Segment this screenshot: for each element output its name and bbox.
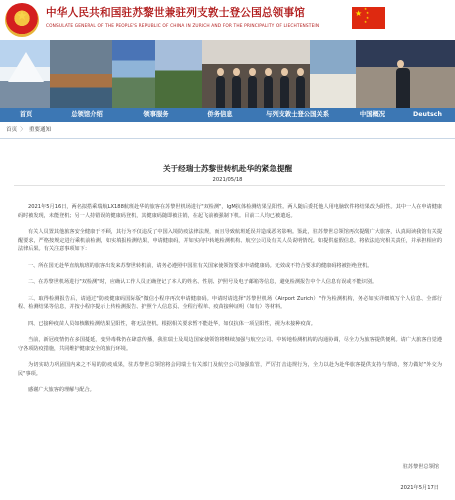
banner-photo-group: [202, 40, 310, 108]
banner-photo-mountain: [0, 40, 50, 108]
main-nav: [0, 108, 455, 122]
nav-item-home[interactable]: 首页: [19, 111, 33, 118]
banner-photo-bridge: [50, 40, 112, 108]
site-subtitle: CONSULATE GENERAL OF THE PEOPLE'S REPUBLIC OF CHINA IN ZURICH AND FOR THE PRINCIPALITY OF LIECHTENSTEIN: [46, 24, 320, 29]
breadcrumb-separator: 〉: [20, 127, 26, 133]
article-date: 2021/05/18: [212, 177, 243, 183]
nav-item-consulate-intro[interactable]: 总领馆介绍: [71, 111, 103, 118]
banner-person: [232, 76, 241, 108]
article-title: 关于经瑞士苏黎世转机赴华的紧急提醒: [162, 164, 293, 173]
article-signature: 驻苏黎世总领馆: [402, 464, 439, 470]
breadcrumb-home[interactable]: 首页: [6, 127, 18, 133]
article-paragraph: 四、已接种疫苗人员如核酸检测结果呈阳性，将无法登机。根据相关要求暂不能赴华，如仅抗体一项呈阳性，视为未接种疫苗。: [28, 320, 316, 327]
banner-photo-landscape: [155, 40, 202, 108]
article-paragraph: 二、在苏黎世机场进行"双检测"时，应确认工作人员正确登记了本人的姓名、性别、护照号及电子邮箱等信息，避免检测报告中个人信息有误或不能识别。: [28, 279, 378, 285]
nav-item-consular-services[interactable]: 领事服务: [143, 111, 169, 118]
banner-photo-lake: [112, 40, 155, 108]
breadcrumb: [6, 125, 51, 135]
flag-big-star-icon: ★: [355, 9, 363, 18]
article-paragraph: 一、所在国无赴华直航航班的旅客出发来苏黎世转机前，请务必遵照中国驻有关国家使领馆要求申请健康码。无效或不符合要求的健康码将被拒绝登机。: [28, 262, 373, 269]
article-body: [18, 203, 442, 403]
flag-small-star-icon: ★: [364, 20, 368, 24]
article-paragraph: 三、取得检测报告后，请通过"防疫健康码国际版"微信小程序再次申请健康码。申请时请选择"苏黎世机场（Airport Zurich）"作为检测机构，务必如实详细填写个人信息、全部行程、检测结果等信息，并按小程序提示上传检测报告、护照个人信息页、全程行程单、疫苗接种证明（如有）等材料。: [18, 295, 442, 310]
nav-item-deutsch[interactable]: Deutsch: [413, 111, 442, 118]
nav-item-overseas-chinese[interactable]: 侨务信息: [207, 111, 233, 118]
banner-person: [296, 76, 305, 108]
banner-person: [396, 68, 410, 108]
breadcrumb-current[interactable]: 重要通知: [28, 127, 52, 133]
site-title: 中华人民共和国驻苏黎世兼驻列支敦士登公国总领事馆: [46, 7, 306, 19]
article-divider: [14, 185, 445, 186]
flag-small-star-icon: ★: [364, 7, 368, 11]
breadcrumb-divider: [0, 138, 455, 139]
banner-photo-monument: [310, 40, 356, 108]
article-signature-date: 2021年5月17日: [400, 485, 439, 491]
flag-small-star-icon: ★: [366, 16, 370, 20]
banner-person: [280, 76, 289, 108]
article-paragraph: 为切实助力巩固国内来之不易的防疫成果，驻苏黎世总领馆将会同瑞士有关部门及航空公司加强监管，严厉打击违规行为，全力以赴为赴华旅客提供支持与帮助，努力做好"外交为民"事项。: [18, 362, 442, 377]
china-flag-icon: [352, 7, 385, 29]
banner-photo-meeting: [356, 40, 455, 108]
national-emblem-icon: [5, 3, 39, 37]
emblem-star-icon: ★: [16, 9, 28, 24]
banner-photos: [0, 40, 455, 108]
nav-item-china-overview[interactable]: 中国概况: [359, 111, 386, 118]
banner-person: [264, 76, 273, 108]
article-paragraph: 当前，新冠疫情仍在多国蔓延，变异毒株仍在肆意传播，我驻瑞士及周边国家使领馆将继续加强与航空公司、中转地检测机构的沟通协调，尽全力为旅客提供便利。请广大旅客自觉遵守各项防疫措施，共同维护健康安全的旅行环境。: [18, 337, 442, 352]
article-paragraph: 感谢广大旅客的理解与配合。: [28, 387, 95, 393]
article-paragraph: 2021年5月16日，两名拟搭乘瑞航LX188航班赴华的旅客在苏黎世机场进行"双检测"，IgM抗体检测结果呈阳性。两人随后委托他人用电脑软件将结果改为阴性。其中一人在申请健康码时被发现，未能登机；另一人持错误的健康码登机，其健康码随即被注销，在起飞前被强制下机。目前二人均已被遣返。: [18, 204, 442, 219]
banner-person: [216, 76, 225, 108]
banner-person: [248, 76, 257, 108]
site-header: [0, 0, 455, 40]
article-paragraph: 有关人员置其他旅客安全健康于不顾，其行为不仅违反了中国入境防疫法律法规，而且导致航班延误并造成恶劣影响。鉴此，驻苏黎世总领馆再次提醒广大旅客，认真阅读我馆有关提醒要求，严格按规定进行乘机前检测，如实填报检测结果，申请健康码，并如实向中转地检测机构、航空公司及有关人员说明情况。如提供虚假信息，将依法追究相关责任，并承担相应的法律后果。有关注意事项如下：: [18, 229, 442, 252]
nav-item-liechtenstein-relations[interactable]: 与列支敦士登公国关系: [266, 111, 329, 118]
flag-small-star-icon: ★: [366, 11, 370, 15]
